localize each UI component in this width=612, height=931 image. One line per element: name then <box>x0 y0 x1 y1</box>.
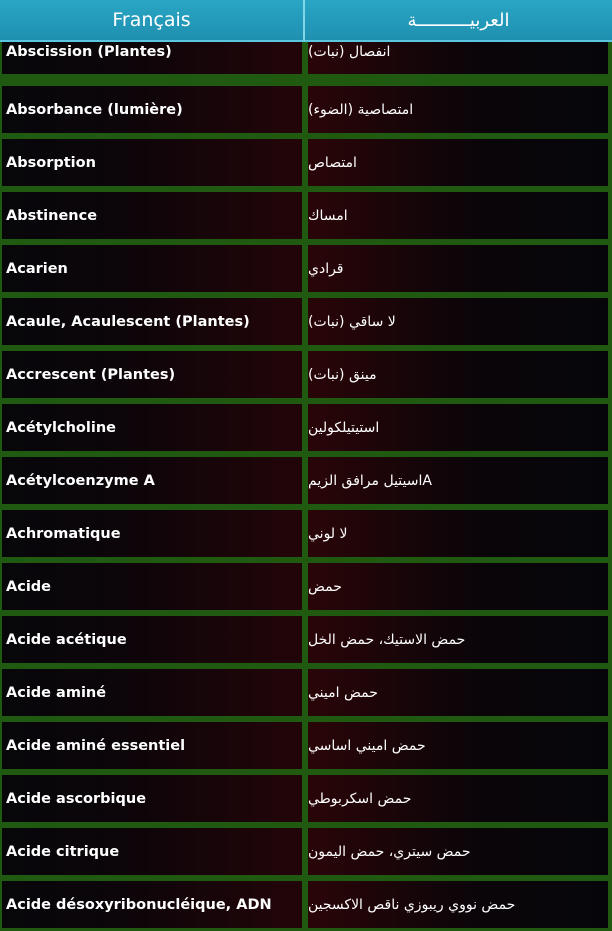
term-row[interactable] <box>0 719 612 772</box>
arabic-term[interactable]: حمض <box>308 563 608 610</box>
term-row[interactable] <box>0 242 612 295</box>
arabic-term[interactable]: استيتيلكولين <box>308 404 608 451</box>
arabic-term[interactable]: امتصاصية (الضوء) <box>308 86 608 133</box>
french-term[interactable]: Abscission (Plantes) <box>2 30 302 74</box>
french-term[interactable]: Acarien <box>2 245 302 292</box>
french-term[interactable]: Achromatique <box>2 510 302 557</box>
term-row[interactable] <box>0 295 612 348</box>
french-term[interactable]: Acide <box>2 563 302 610</box>
term-row[interactable] <box>0 83 612 136</box>
french-term[interactable]: Accrescent (Plantes) <box>2 351 302 398</box>
arabic-term[interactable]: مينق (نبات) <box>308 351 608 398</box>
term-row[interactable] <box>0 454 612 507</box>
term-row[interactable] <box>0 878 612 931</box>
term-row[interactable] <box>0 772 612 825</box>
term-row[interactable] <box>0 613 612 666</box>
french-term[interactable]: Acide aminé essentiel <box>2 722 302 769</box>
term-row[interactable] <box>0 348 612 401</box>
french-term[interactable]: Absorption <box>2 139 302 186</box>
tab-arabic[interactable]: العربيــــــــــة <box>305 0 612 42</box>
term-row[interactable] <box>0 825 612 878</box>
french-term[interactable]: Acide ascorbique <box>2 775 302 822</box>
french-term[interactable]: Acide citrique <box>2 828 302 875</box>
french-term[interactable]: Acétylcoenzyme A <box>2 457 302 504</box>
arabic-term[interactable]: انفصال (نبات) <box>308 30 608 74</box>
french-term[interactable]: Absorbance (lumière) <box>2 86 302 133</box>
arabic-term[interactable]: Aاسيتيل مرافق الزيم <box>308 457 608 504</box>
arabic-term[interactable]: امتصاص <box>308 139 608 186</box>
arabic-term[interactable]: امساك <box>308 192 608 239</box>
french-term[interactable]: Acaule, Acaulescent (Plantes) <box>2 298 302 345</box>
french-term[interactable]: Abstinence <box>2 192 302 239</box>
term-row[interactable] <box>0 401 612 454</box>
arabic-term[interactable]: حمض الاستيك، حمض الخل <box>308 616 608 663</box>
term-row[interactable] <box>0 560 612 613</box>
term-row[interactable] <box>0 507 612 560</box>
arabic-term[interactable]: حمض اسكربوطي <box>308 775 608 822</box>
term-row[interactable] <box>0 189 612 242</box>
arabic-term[interactable]: لا لوني <box>308 510 608 557</box>
language-header <box>0 0 612 42</box>
arabic-term[interactable]: قرادي <box>308 245 608 292</box>
arabic-term[interactable]: حمض نووي ريبوزي ناقص الاكسجين <box>308 881 608 928</box>
term-row[interactable] <box>0 666 612 719</box>
arabic-term[interactable]: حمض اميني اساسي <box>308 722 608 769</box>
term-list[interactable] <box>0 30 612 931</box>
french-term[interactable]: Acétylcholine <box>2 404 302 451</box>
term-row[interactable] <box>0 136 612 189</box>
french-term[interactable]: Acide acétique <box>2 616 302 663</box>
arabic-term[interactable]: لا ساقي (نبات) <box>308 298 608 345</box>
arabic-term[interactable]: حمض سيتري، حمض اليمون <box>308 828 608 875</box>
french-term[interactable]: Acide désoxyribonucléique, ADN <box>2 881 302 928</box>
tab-french[interactable]: Français <box>0 0 305 42</box>
arabic-term[interactable]: حمض اميني <box>308 669 608 716</box>
french-term[interactable]: Acide aminé <box>2 669 302 716</box>
